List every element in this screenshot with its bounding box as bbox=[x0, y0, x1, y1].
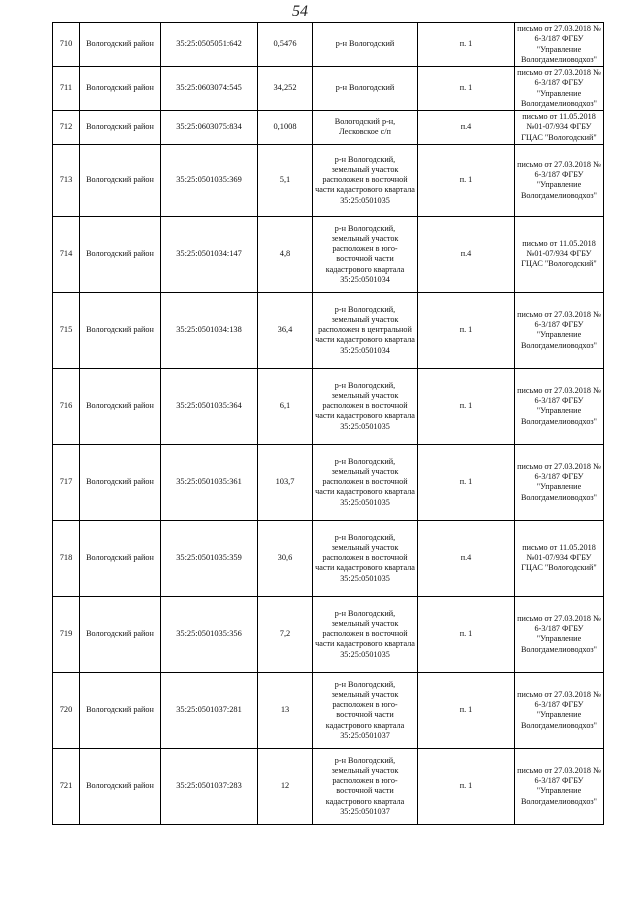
location-cell: р-н Вологодский, земельный участок расположен в восточной части кадастрового квартала 35:25:0501035 bbox=[313, 368, 418, 444]
point-cell: п. 1 bbox=[418, 67, 515, 111]
district-cell: Вологодский район bbox=[80, 596, 161, 672]
row-number: 720 bbox=[53, 672, 80, 748]
page-number: 54 bbox=[292, 3, 308, 20]
document-cell: письмо от 27.03.2018 № 6-3/187 ФГБУ "Управление Вологдамелиоводхоз" bbox=[515, 368, 604, 444]
area-cell: 4,8 bbox=[258, 216, 313, 292]
cadastral-number-cell: 35:25:0603075:834 bbox=[161, 111, 258, 145]
point-cell: п. 1 bbox=[418, 23, 515, 67]
location-cell: р-н Вологодский bbox=[313, 23, 418, 67]
table-row bbox=[53, 23, 604, 67]
district-cell: Вологодский район bbox=[80, 292, 161, 368]
table-row bbox=[53, 672, 604, 748]
row-number: 714 bbox=[53, 216, 80, 292]
area-cell: 6,1 bbox=[258, 368, 313, 444]
district-cell: Вологодский район bbox=[80, 672, 161, 748]
point-cell: п. 1 bbox=[418, 144, 515, 216]
district-cell: Вологодский район bbox=[80, 748, 161, 824]
row-number: 711 bbox=[53, 67, 80, 111]
cadastral-number-cell: 35:25:0501035:359 bbox=[161, 520, 258, 596]
district-cell: Вологодский район bbox=[80, 67, 161, 111]
table-row bbox=[53, 444, 604, 520]
area-cell: 0,5476 bbox=[258, 23, 313, 67]
cadastral-number-cell: 35:25:0501035:369 bbox=[161, 144, 258, 216]
location-cell: р-н Вологодский, земельный участок расположен в юго-восточной части кадастрового квартала 35:25:0501037 bbox=[313, 748, 418, 824]
area-cell: 30,6 bbox=[258, 520, 313, 596]
table-row bbox=[53, 111, 604, 145]
row-number: 719 bbox=[53, 596, 80, 672]
point-cell: п. 1 bbox=[418, 596, 515, 672]
document-cell: письмо от 27.03.2018 № 6-3/187 ФГБУ "Управление Вологдамелиоводхоз" bbox=[515, 23, 604, 67]
area-cell: 0,1008 bbox=[258, 111, 313, 145]
cadastral-number-cell: 35:25:0501037:283 bbox=[161, 748, 258, 824]
district-cell: Вологодский район bbox=[80, 23, 161, 67]
document-cell: письмо от 11.05.2018 №01-07/934 ФГБУ ГЦАС "Вологодский" bbox=[515, 216, 604, 292]
row-number: 718 bbox=[53, 520, 80, 596]
cadastral-number-cell: 35:25:0505051:642 bbox=[161, 23, 258, 67]
point-cell: п. 1 bbox=[418, 368, 515, 444]
row-number: 715 bbox=[53, 292, 80, 368]
point-cell: п.4 bbox=[418, 216, 515, 292]
location-cell: р-н Вологодский, земельный участок расположен в юго-восточной части кадастрового квартала 35:25:0501034 bbox=[313, 216, 418, 292]
document-cell: письмо от 27.03.2018 № 6-3/187 ФГБУ "Управление Вологдамелиоводхоз" bbox=[515, 748, 604, 824]
location-cell: р-н Вологодский, земельный участок расположен в восточной части кадастрового квартала 35:25:0501035 bbox=[313, 144, 418, 216]
district-cell: Вологодский район bbox=[80, 444, 161, 520]
point-cell: п.4 bbox=[418, 520, 515, 596]
row-number: 710 bbox=[53, 23, 80, 67]
location-cell: р-н Вологодский bbox=[313, 67, 418, 111]
area-cell: 36,4 bbox=[258, 292, 313, 368]
area-cell: 12 bbox=[258, 748, 313, 824]
point-cell: п. 1 bbox=[418, 748, 515, 824]
cadastral-number-cell: 35:25:0501034:138 bbox=[161, 292, 258, 368]
point-cell: п. 1 bbox=[418, 444, 515, 520]
district-cell: Вологодский район bbox=[80, 520, 161, 596]
location-cell: р-н Вологодский, земельный участок расположен в восточной части кадастрового квартала 35:25:0501035 bbox=[313, 596, 418, 672]
land-registry-table bbox=[52, 22, 604, 825]
location-cell: р-н Вологодский, земельный участок расположен в центральной части кадастрового квартала 35:25:0501034 bbox=[313, 292, 418, 368]
district-cell: Вологодский район bbox=[80, 368, 161, 444]
cadastral-number-cell: 35:25:0501037:281 bbox=[161, 672, 258, 748]
location-cell: р-н Вологодский, земельный участок расположен в юго-восточной части кадастрового квартала 35:25:0501037 bbox=[313, 672, 418, 748]
district-cell: Вологодский район bbox=[80, 216, 161, 292]
document-cell: письмо от 27.03.2018 № 6-3/187 ФГБУ "Управление Вологдамелиоводхоз" bbox=[515, 596, 604, 672]
point-cell: п. 1 bbox=[418, 292, 515, 368]
area-cell: 13 bbox=[258, 672, 313, 748]
row-number: 713 bbox=[53, 144, 80, 216]
district-cell: Вологодский район bbox=[80, 144, 161, 216]
area-cell: 5,1 bbox=[258, 144, 313, 216]
cadastral-number-cell: 35:25:0501035:361 bbox=[161, 444, 258, 520]
cadastral-number-cell: 35:25:0501034:147 bbox=[161, 216, 258, 292]
location-cell: Вологодский р-н, Лесковское с/п bbox=[313, 111, 418, 145]
table-row bbox=[53, 748, 604, 824]
row-number: 712 bbox=[53, 111, 80, 145]
point-cell: п.4 bbox=[418, 111, 515, 145]
table-row bbox=[53, 216, 604, 292]
area-cell: 7,2 bbox=[258, 596, 313, 672]
table-row bbox=[53, 144, 604, 216]
cadastral-number-cell: 35:25:0603074:545 bbox=[161, 67, 258, 111]
row-number: 716 bbox=[53, 368, 80, 444]
location-cell: р-н Вологодский, земельный участок расположен в восточной части кадастрового квартала 35:25:0501035 bbox=[313, 520, 418, 596]
location-cell: р-н Вологодский, земельный участок расположен в восточной части кадастрового квартала 35:25:0501035 bbox=[313, 444, 418, 520]
table-row bbox=[53, 596, 604, 672]
table-row bbox=[53, 292, 604, 368]
document-cell: письмо от 27.03.2018 № 6-3/187 ФГБУ "Управление Вологдамелиоводхоз" bbox=[515, 444, 604, 520]
district-cell: Вологодский район bbox=[80, 111, 161, 145]
point-cell: п. 1 bbox=[418, 672, 515, 748]
table-row bbox=[53, 520, 604, 596]
cadastral-number-cell: 35:25:0501035:364 bbox=[161, 368, 258, 444]
document-cell: письмо от 27.03.2018 № 6-3/187 ФГБУ "Управление Вологдамелиоводхоз" bbox=[515, 144, 604, 216]
document-cell: письмо от 27.03.2018 № 6-3/187 ФГБУ "Управление Вологдамелиоводхоз" bbox=[515, 672, 604, 748]
row-number: 721 bbox=[53, 748, 80, 824]
document-cell: письмо от 11.05.2018 №01-07/934 ФГБУ ГЦАС "Вологодский" bbox=[515, 520, 604, 596]
table-row bbox=[53, 368, 604, 444]
table-row bbox=[53, 67, 604, 111]
area-cell: 103,7 bbox=[258, 444, 313, 520]
area-cell: 34,252 bbox=[258, 67, 313, 111]
table-body bbox=[53, 23, 604, 825]
document-cell: письмо от 11.05.2018 №01-07/934 ФГБУ ГЦАС "Вологодский" bbox=[515, 111, 604, 145]
document-cell: письмо от 27.03.2018 № 6-3/187 ФГБУ "Управление Вологдамелиоводхоз" bbox=[515, 292, 604, 368]
document-cell: письмо от 27.03.2018 № 6-3/187 ФГБУ "Управление Вологдамелиоводхоз" bbox=[515, 67, 604, 111]
row-number: 717 bbox=[53, 444, 80, 520]
cadastral-number-cell: 35:25:0501035:356 bbox=[161, 596, 258, 672]
